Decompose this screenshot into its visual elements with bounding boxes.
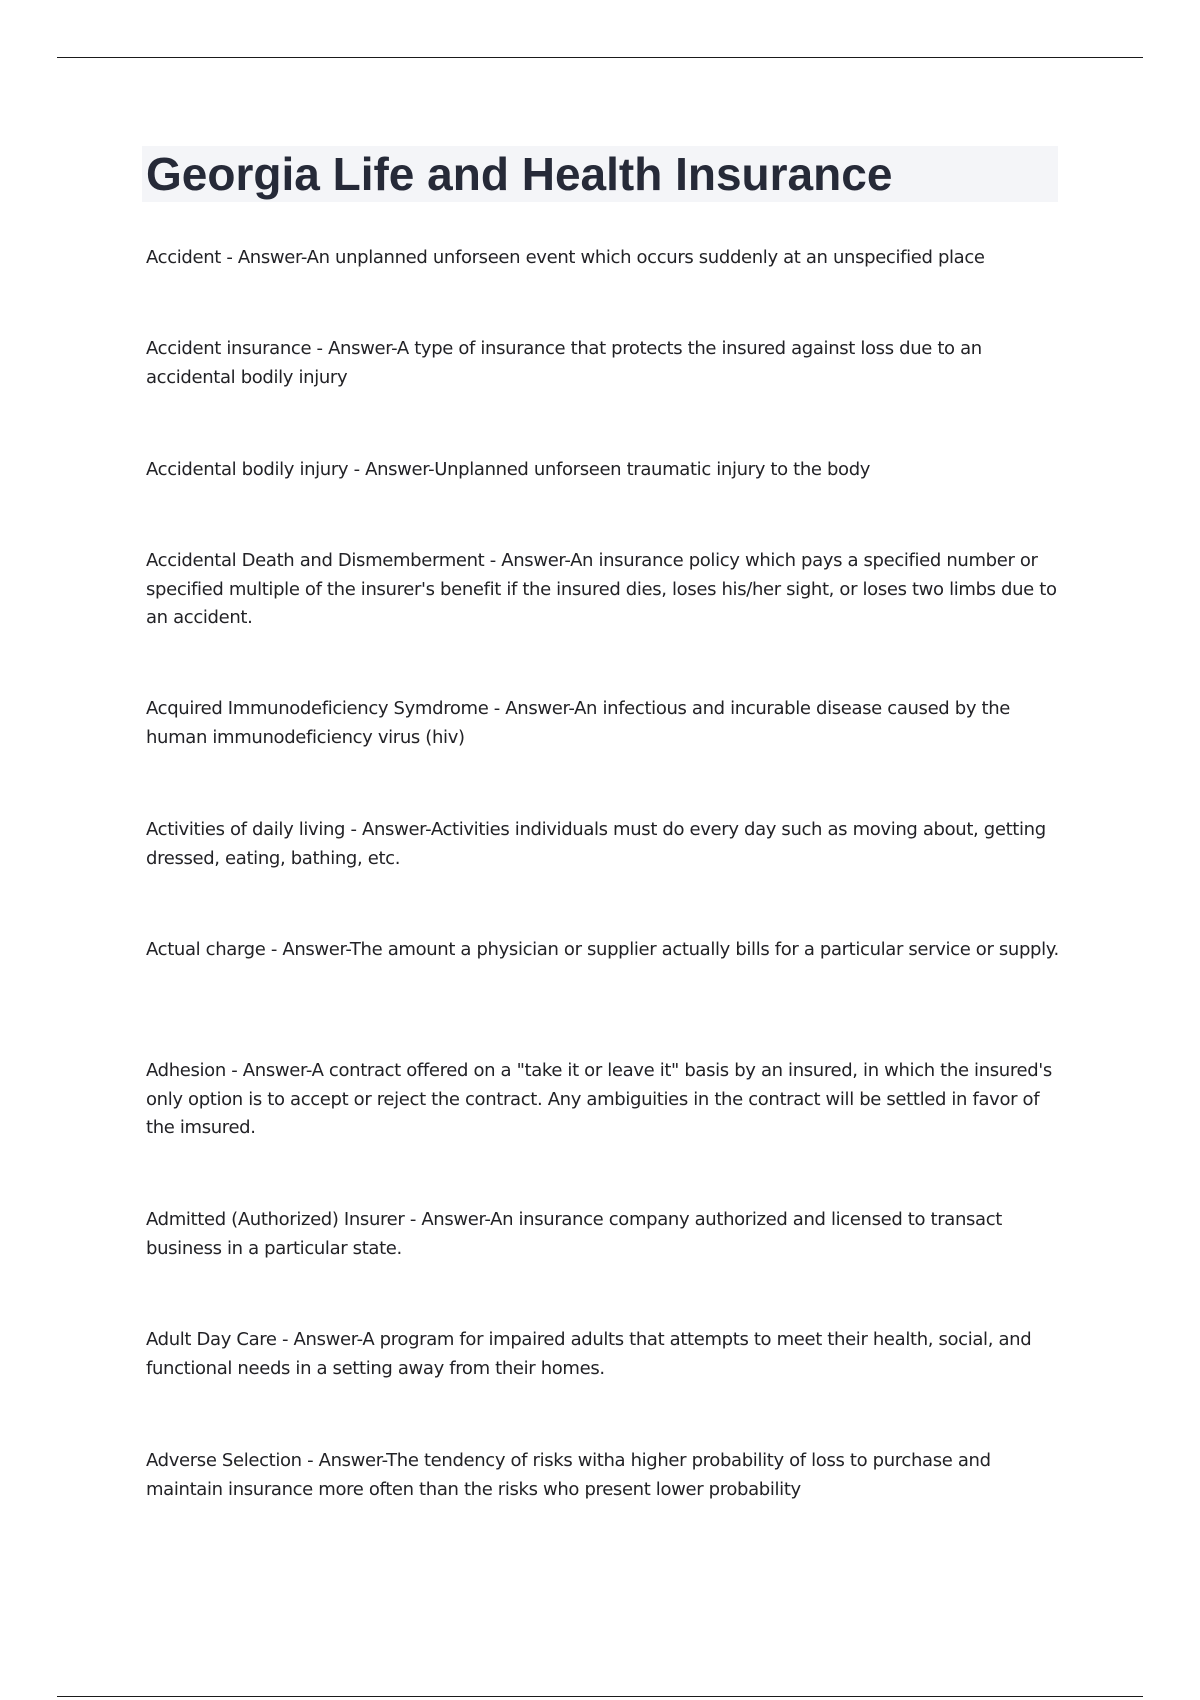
glossary-entry-aids: Acquired Immunodeficiency Symdrome - Answer-An infectious and incurable disease caused by the human immunodeficiency virus (hiv) <box>146 698 1010 748</box>
document-title: Georgia Life and Health Insurance <box>146 148 893 200</box>
glossary-entry-accident: Accident - Answer-An unplanned unforseen event which occurs suddenly at an unspecified place <box>146 247 985 268</box>
glossary-entry-accidental-death: Accidental Death and Dismemberment - Answer-An insurance policy which pays a specified number or specified multiple of the insurer's benefit if the insured dies, loses his/her sight, or loses two limbs due to an accident. <box>146 550 1057 628</box>
top-rule <box>57 57 1143 58</box>
glossary-entry-adverse-selection: Adverse Selection - Answer-The tendency of risks witha higher probability of loss to purchase and maintain insurance more often than the risks who present lower probability <box>146 1450 991 1500</box>
glossary-entry-activities-daily-living: Activities of daily living - Answer-Activities individuals must do every day such as moving about, getting dressed, eating, bathing, etc. <box>146 819 1046 869</box>
glossary-entry-adhesion: Adhesion - Answer-A contract offered on a "take it or leave it" basis by an insured, in which the insured's only option is to accept or reject the contract. Any ambiguities in the contract will be settled in favor of the imsured. <box>146 1060 1052 1138</box>
glossary-entry-actual-charge: Actual charge - Answer-The amount a physician or supplier actually bills for a particular service or supply. <box>146 939 1059 960</box>
glossary-entry-adult-day-care: Adult Day Care - Answer-A program for impaired adults that attempts to meet their health, social, and functional needs in a setting away from their homes. <box>146 1329 1032 1379</box>
glossary-entry-accident-insurance: Accident insurance - Answer-A type of insurance that protects the insured against loss due to an accidental bodily injury <box>146 338 982 388</box>
glossary-entry-accidental-bodily-injury: Accidental bodily injury - Answer-Unplanned unforseen traumatic injury to the body <box>146 459 871 480</box>
glossary-entry-admitted-insurer: Admitted (Authorized) Insurer - Answer-An insurance company authorized and licensed to transact business in a particular state. <box>146 1209 1002 1259</box>
bottom-rule <box>57 1696 1143 1697</box>
